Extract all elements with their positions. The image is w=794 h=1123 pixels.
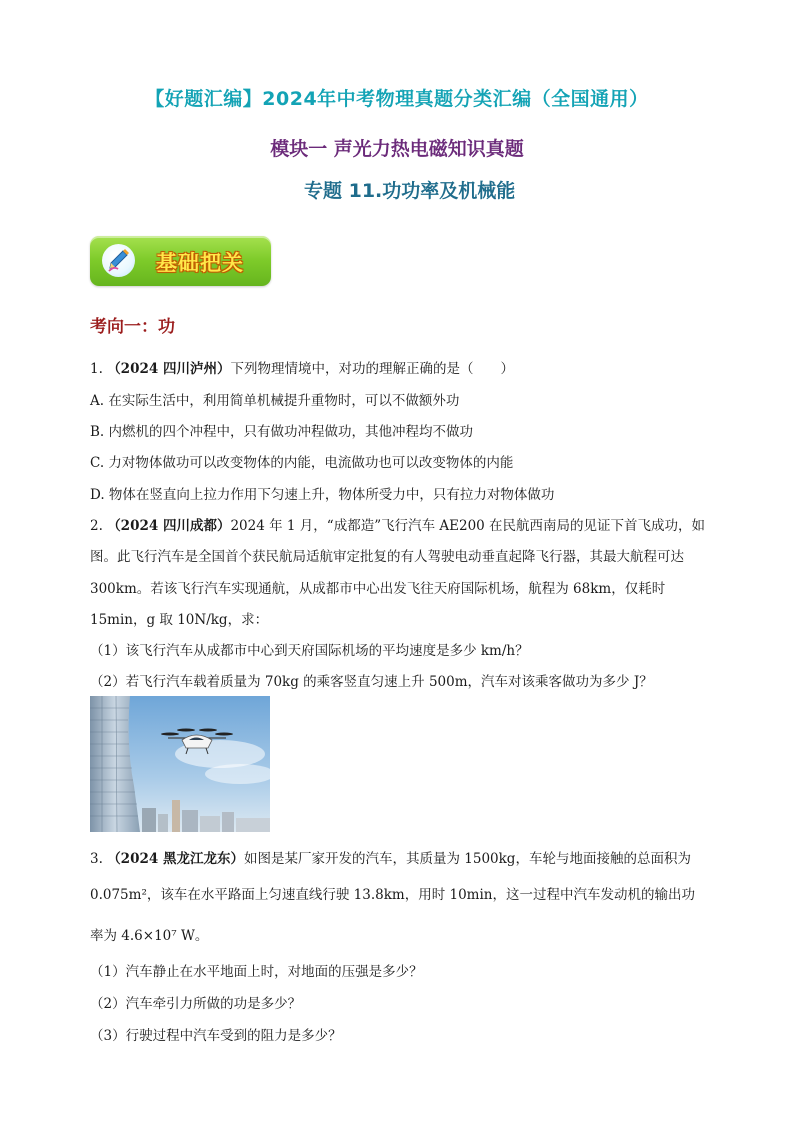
q2-text-1: 2024 年 1 月，“成都造”飞行汽车 AE200 在民航西南局的见证下首飞成功，如 — [230, 518, 706, 534]
q2-line-4: 15min，g 取 10N/kg，求： — [90, 612, 269, 628]
q3-line-1 — [90, 847, 691, 867]
flying-car-photo — [90, 696, 270, 832]
q2-line-2: 图。此飞行汽车是全国首个获民航局适航审定批复的有人驾驶电动垂直起降飞行器，其最大航程可达 — [90, 549, 684, 565]
main-title: 【好题汇编】2024年中考物理真题分类汇编（全国通用） — [145, 88, 649, 110]
q3-line-2: 0.075m²，该车在水平路面上匀速直线行驶 13.8km，用时 10min，这一过程中汽车发动机的输出功 — [90, 887, 695, 903]
q2-sub-2: （2）若飞行汽车载着质量为 70kg 的乘客竖直匀速上升 500m，汽车对该乘客做功为多少 J？ — [90, 674, 653, 690]
q2-line-3: 300km。若该飞行汽车实现通航，从成都市中心出发飞往天府国际机场，航程为 68km，仅耗时 — [90, 581, 666, 597]
q3-line-3: 率为 4.6×10⁷ W。 — [90, 928, 209, 944]
q1-option-d: D. 物体在竖直向上拉力作用下匀速上升，物体所受力中，只有拉力对物体做功 — [90, 487, 555, 503]
q1-option-c: C. 力对物体做功可以改变物体的内能，电流做功也可以改变物体的内能 — [90, 455, 514, 471]
q1-option-b: B. 内燃机的四个冲程中，只有做功冲程做功，其他冲程均不做功 — [90, 424, 474, 440]
q3-number: 3. — [90, 851, 103, 867]
q1-stem — [90, 357, 514, 377]
q3-sub-1: （1）汽车静止在水平地面上时，对地面的压强是多少？ — [90, 964, 423, 980]
pen-icon — [102, 244, 135, 277]
q2-number: 2. — [90, 518, 103, 534]
q2-source: （2024 四川成都） — [107, 518, 231, 534]
section-badge — [90, 236, 271, 286]
q1-option-a: A. 在实际生活中，利用简单机械提升重物时，可以不做额外功 — [90, 393, 460, 409]
q2-line-1 — [90, 514, 705, 534]
badge-label: 基础把关 — [156, 251, 244, 275]
q1-number: 1. — [90, 361, 103, 377]
section-heading: 考向一：功 — [90, 317, 175, 337]
q3-sub-2: （2）汽车牵引力所做的功是多少？ — [90, 996, 302, 1012]
q1-text: 下列物理情境中，对功的理解正确的是（ ） — [230, 361, 514, 377]
q1-source: （2024 四川泸州） — [107, 361, 231, 377]
q3-sub-3: （3）行驶过程中汽车受到的阻力是多少？ — [90, 1028, 342, 1044]
module-title: 模块一 声光力热电磁知识真题 — [270, 138, 524, 160]
q2-sub-1: （1）该飞行汽车从成都市中心到天府国际机场的平均速度是多少 km/h？ — [90, 643, 529, 659]
q3-text-1: 如图是某厂家开发的汽车，其质量为 1500kg，车轮与地面接触的总面积为 — [243, 851, 691, 867]
q3-source: （2024 黑龙江龙东） — [107, 851, 244, 867]
topic-title: 专题 11.功功率及机械能 — [304, 180, 516, 202]
